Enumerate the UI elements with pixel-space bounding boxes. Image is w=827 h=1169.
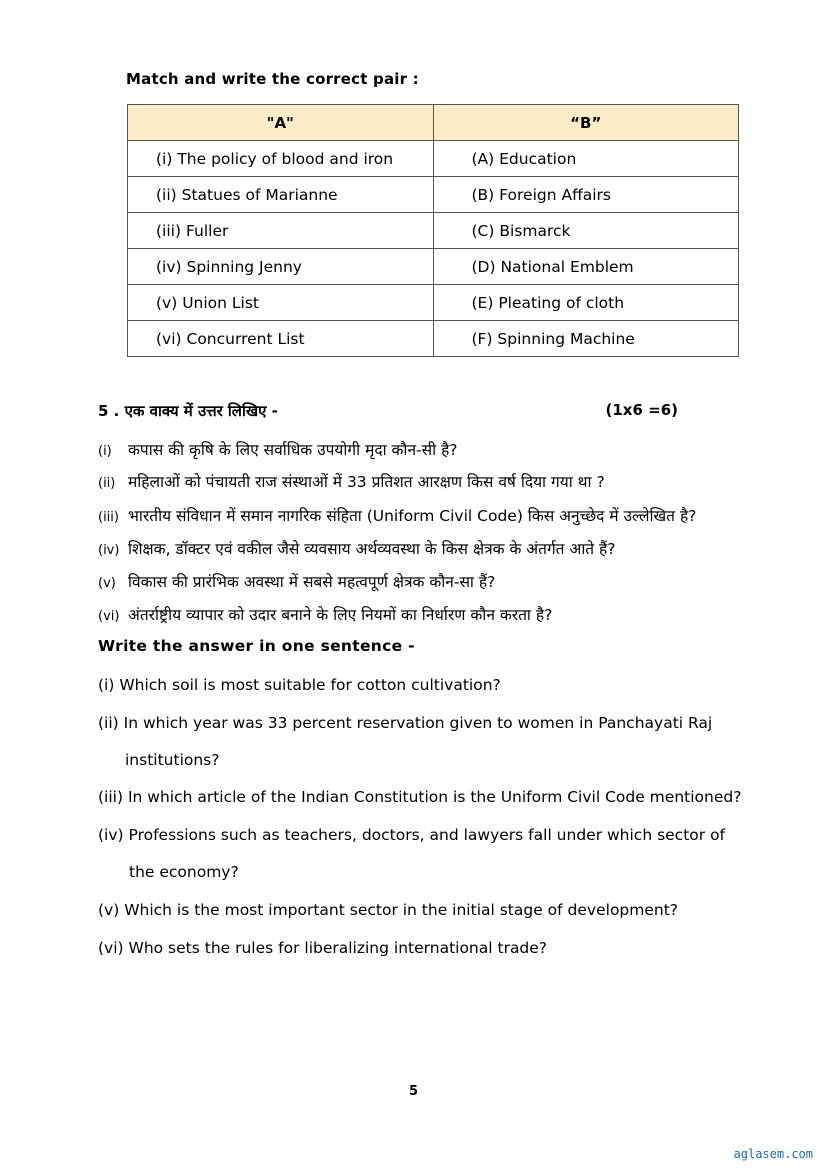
column-a-cell: (i) The policy of blood and iron [128,141,434,177]
column-b-cell: (B) Foreign Affairs [433,177,739,213]
english-question-line: (ii) In which year was 33 percent reservation given to women in Panchayati Raj [98,714,713,732]
column-b-cell: (A) Education [433,141,739,177]
table-row [128,249,739,285]
column-b-cell: (D) National Emblem [433,249,739,285]
hindi-question [98,537,616,559]
hindi-question [98,603,552,625]
table-row [128,177,739,213]
column-b-cell: (C) Bismarck [433,213,739,249]
match-heading: Match and write the correct pair : [126,70,419,88]
question-number: (v) [98,576,116,591]
question-number: (ii) [98,476,116,491]
english-question-continuation: institutions? [125,751,220,769]
table-header-row [128,105,739,141]
hindi-question [98,470,605,492]
table-row [128,141,739,177]
match-table [127,104,739,357]
column-a-cell: (iii) Fuller [128,213,434,249]
question-number: (vi) [98,609,120,624]
question-text: शिक्षक, डॉक्टर एवं वकील जैसे व्यवसाय अर्थव्यवस्था के किस क्षेत्रक के अंतर्गत आते हैं? [128,540,616,558]
english-question-line: (v) Which is the most important sector in the initial stage of development? [98,901,679,919]
question-5-heading: 5 . एक वाक्य में उत्तर लिखिए - [98,402,278,420]
watermark: aglasem.com [733,1147,813,1161]
column-a-cell: (ii) Statues of Marianne [128,177,434,213]
hindi-question [98,504,696,526]
question-5-marks: (1x6 =6) [605,401,678,419]
page-number: 5 [408,1084,419,1099]
question-number: (iii) [98,510,119,525]
question-text: विकास की प्रारंभिक अवस्था में सबसे महत्वपूर्ण क्षेत्रक कौन-सा हैं? [128,573,496,591]
hindi-question [98,438,458,460]
column-a-cell: (iv) Spinning Jenny [128,249,434,285]
table-row [128,213,739,249]
table-row [128,321,739,357]
question-number: (i) [98,444,112,459]
hindi-question [98,570,495,592]
english-question-continuation: the economy? [129,863,239,881]
question-text: कपास की कृषि के लिए सर्वाधिक उपयोगी मृदा कौन-सी है? [128,441,458,459]
column-a-cell: (v) Union List [128,285,434,321]
question-text: महिलाओं को पंचायती राज संस्थाओं में 33 प्रतिशत आरक्षण किस वर्ष दिया गया था ? [128,473,605,491]
table-row [128,285,739,321]
question-text: अंतर्राष्ट्रीय व्यापार को उदार बनाने के लिए नियमों का निर्धारण कौन करता है? [128,606,553,624]
english-question-line: (iv) Professions such as teachers, doctors, and lawyers fall under which sector of [98,826,726,844]
english-question-line: (iii) In which article of the Indian Constitution is the Uniform Civil Code mentioned? [98,788,742,806]
english-question-line: (i) Which soil is most suitable for cotton cultivation? [98,676,501,694]
column-a-header: "A" [128,105,434,141]
column-b-cell: (F) Spinning Machine [433,321,739,357]
english-heading: Write the answer in one sentence - [98,637,415,655]
question-text: भारतीय संविधान में समान नागरिक संहिता (Uniform Civil Code) किस अनुच्छेद में उल्लेखित है? [128,507,697,525]
question-5-heading-row [98,401,678,421]
question-number: (iv) [98,543,120,558]
column-b-header: “B” [433,105,739,141]
column-a-cell: (vi) Concurrent List [128,321,434,357]
column-b-cell: (E) Pleating of cloth [433,285,739,321]
english-question-line: (vi) Who sets the rules for liberalizing international trade? [98,939,548,957]
